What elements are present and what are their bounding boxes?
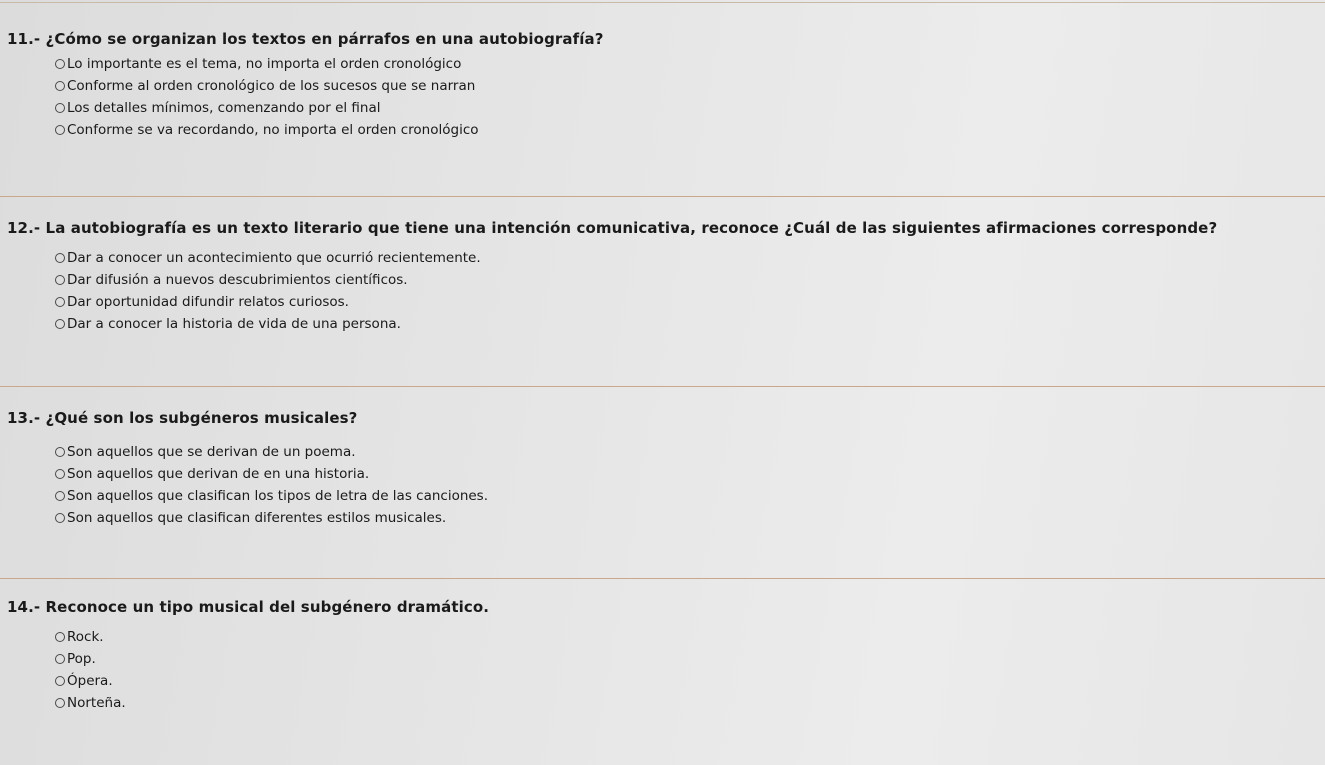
- answer-label: Conforme al orden cronológico de los sucesos que se narran: [67, 78, 476, 94]
- radio-button-icon[interactable]: [55, 253, 65, 263]
- question-number: 13.-: [7, 409, 41, 427]
- question-text: Reconoce un tipo musical del subgénero dramático.: [45, 598, 490, 616]
- answer-options: [55, 247, 481, 335]
- radio-button-icon[interactable]: [55, 491, 65, 501]
- radio-button-icon[interactable]: [55, 654, 65, 664]
- answer-label: Los detalles mínimos, comenzando por el final: [67, 100, 381, 116]
- answer-label: Son aquellos que clasifican diferentes estilos musicales.: [67, 510, 447, 526]
- answer-option[interactable]: [55, 463, 488, 485]
- radio-button-icon[interactable]: [55, 103, 65, 113]
- radio-button-icon[interactable]: [55, 125, 65, 135]
- answer-options: [55, 53, 479, 141]
- question-text: ¿Cómo se organizan los textos en párrafos en una autobiografía?: [45, 30, 604, 48]
- question-title: [7, 219, 1217, 237]
- answer-option[interactable]: [55, 119, 479, 141]
- question-title: [7, 409, 358, 427]
- answer-label: Pop.: [67, 651, 96, 667]
- radio-button-icon[interactable]: [55, 698, 65, 708]
- answer-option[interactable]: [55, 692, 126, 714]
- answer-option[interactable]: [55, 269, 481, 291]
- answer-label: Ópera.: [67, 673, 113, 689]
- answer-options: [55, 441, 488, 529]
- answer-options: [55, 626, 126, 714]
- answer-option[interactable]: [55, 670, 126, 692]
- answer-option[interactable]: [55, 507, 488, 529]
- question-number: 11.-: [7, 30, 41, 48]
- radio-button-icon[interactable]: [55, 676, 65, 686]
- radio-button-icon[interactable]: [55, 632, 65, 642]
- answer-option[interactable]: [55, 291, 481, 313]
- radio-button-icon[interactable]: [55, 297, 65, 307]
- answer-label: Son aquellos que derivan de en una historia.: [67, 466, 370, 482]
- answer-option[interactable]: [55, 485, 488, 507]
- question-number: 14.-: [7, 598, 41, 616]
- answer-label: Norteña.: [67, 695, 126, 711]
- question-title: [7, 30, 604, 48]
- answer-option[interactable]: [55, 648, 126, 670]
- radio-button-icon[interactable]: [55, 513, 65, 523]
- answer-label: Dar a conocer la historia de vida de una persona.: [67, 316, 401, 332]
- answer-label: Conforme se va recordando, no importa el orden cronológico: [67, 122, 479, 138]
- answer-option[interactable]: [55, 75, 479, 97]
- radio-button-icon[interactable]: [55, 81, 65, 91]
- radio-button-icon[interactable]: [55, 59, 65, 69]
- answer-option[interactable]: [55, 626, 126, 648]
- question-text: La autobiografía es un texto literario que tiene una intención comunicativa, reconoce ¿Cuál de las siguientes afirmaciones corresponde?: [45, 219, 1218, 237]
- answer-label: Dar difusión a nuevos descubrimientos científicos.: [67, 272, 408, 288]
- answer-option[interactable]: [55, 441, 488, 463]
- answer-option[interactable]: [55, 53, 479, 75]
- answer-label: Lo importante es el tema, no importa el orden cronológico: [67, 56, 462, 72]
- question-title: [7, 598, 489, 616]
- answer-label: Son aquellos que clasifican los tipos de letra de las canciones.: [67, 488, 489, 504]
- answer-label: Dar a conocer un acontecimiento que ocurrió recientemente.: [67, 250, 481, 266]
- top-divider: [0, 2, 1325, 3]
- question-divider: [0, 578, 1325, 579]
- radio-button-icon[interactable]: [55, 319, 65, 329]
- answer-option[interactable]: [55, 313, 481, 335]
- question-divider: [0, 386, 1325, 387]
- answer-option[interactable]: [55, 247, 481, 269]
- radio-button-icon[interactable]: [55, 447, 65, 457]
- answer-label: Son aquellos que se derivan de un poema.: [67, 444, 356, 460]
- answer-option[interactable]: [55, 97, 479, 119]
- radio-button-icon[interactable]: [55, 469, 65, 479]
- answer-label: Rock.: [67, 629, 104, 645]
- question-divider: [0, 196, 1325, 197]
- answer-label: Dar oportunidad difundir relatos curiosos.: [67, 294, 349, 310]
- radio-button-icon[interactable]: [55, 275, 65, 285]
- question-number: 12.-: [7, 219, 41, 237]
- question-text: ¿Qué son los subgéneros musicales?: [45, 409, 358, 427]
